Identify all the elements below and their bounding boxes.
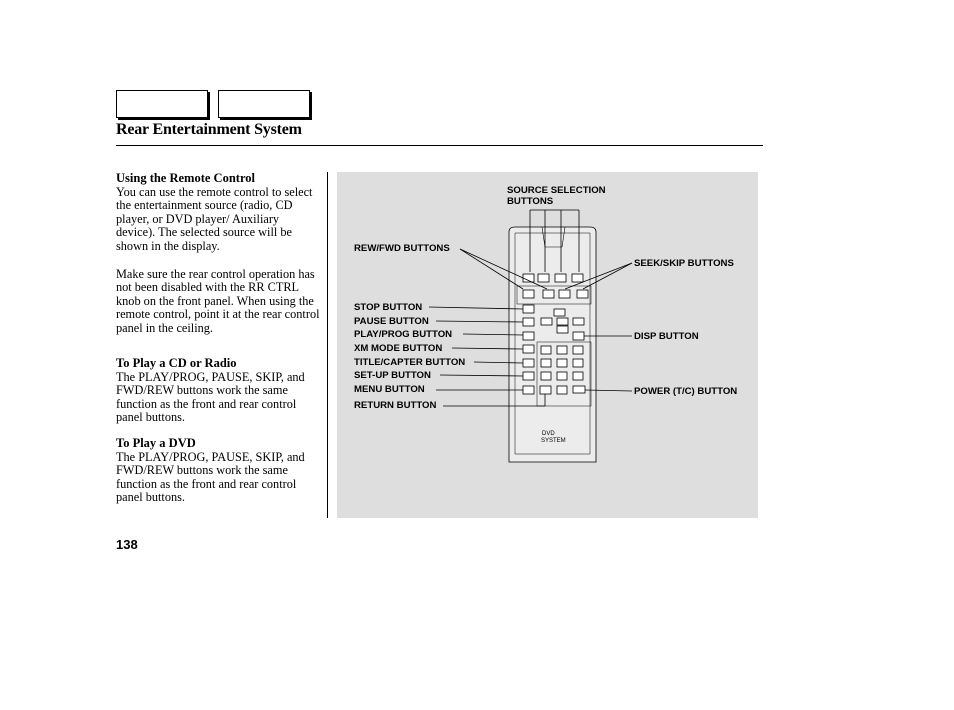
callout-xm-mode: XM MODE BUTTON	[354, 343, 443, 354]
section-heading: To Play a CD or Radio	[116, 356, 237, 370]
section-remote-control	[116, 172, 321, 336]
section-heading: To Play a DVD	[116, 436, 196, 450]
callout-setup: SET-UP BUTTON	[354, 370, 431, 381]
section-heading: Using the Remote Control	[116, 171, 255, 185]
page-number: 138	[116, 537, 138, 552]
callout-pause: PAUSE BUTTON	[354, 316, 429, 327]
callout-menu: MENU BUTTON	[354, 384, 425, 395]
remote-control-figure	[337, 172, 758, 518]
callout-title-capter: TITLE/CAPTER BUTTON	[354, 357, 466, 368]
callout-power: POWER (T/C) BUTTON	[634, 386, 738, 397]
remote-model-text-2: SYSTEM	[541, 438, 566, 444]
nav-tab-2[interactable]	[218, 90, 310, 118]
callout-play-prog: PLAY/PROG BUTTON	[354, 329, 453, 340]
callout-seek-skip: SEEK/SKIP BUTTONS	[634, 258, 734, 269]
page-title: Rear Entertainment System	[116, 121, 302, 138]
section-paragraph: Make sure the rear control operation has not been disabled with the RR CTRL knob on the front panel. When using the remote control, point it at the rear control panel in the ceiling.	[116, 266, 320, 335]
header-rule	[116, 145, 763, 146]
section-paragraph: The PLAY/PROG, PAUSE, SKIP, and FWD/REW buttons work the same function as the front and rear control panel buttons.	[116, 449, 305, 505]
section-paragraph: You can use the remote control to select the entertainment source (radio, CD player, or DVD player/ Auxiliary device). The selected source will be shown in the display.	[116, 184, 313, 253]
callout-disp: DISP BUTTON	[634, 331, 699, 342]
callout-source-selection: SOURCE SELECTION BUTTONS	[507, 185, 606, 207]
section-cd-radio	[116, 357, 321, 425]
callout-return: RETURN BUTTON	[354, 400, 437, 411]
remote-model-text-1: DVD	[542, 431, 555, 437]
section-paragraph: The PLAY/PROG, PAUSE, SKIP, and FWD/REW buttons work the same function as the front and rear control panel buttons.	[116, 369, 305, 425]
section-dvd	[116, 437, 321, 505]
callout-stop: STOP BUTTON	[354, 302, 423, 313]
nav-tab-1[interactable]	[116, 90, 208, 118]
column-divider	[327, 172, 328, 518]
callout-rew-fwd: REW/FWD BUTTONS	[354, 243, 450, 254]
